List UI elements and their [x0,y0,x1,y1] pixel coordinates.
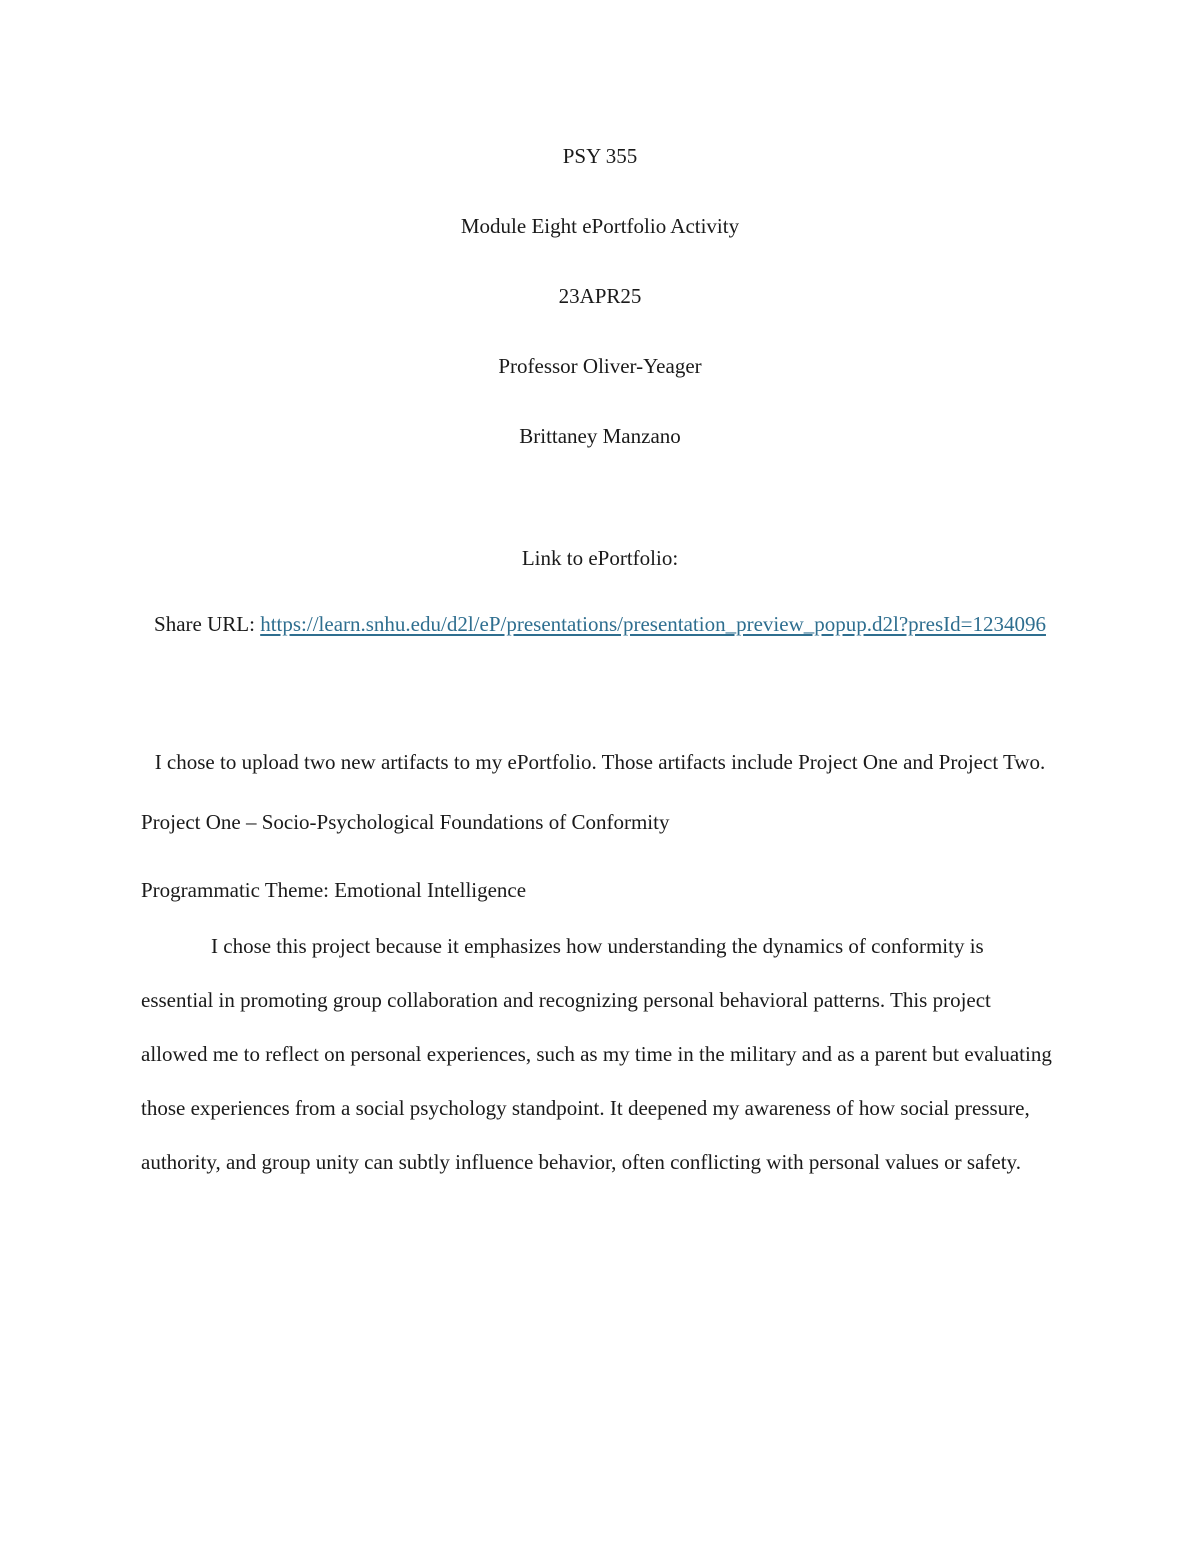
assignment-title: Module Eight ePortfolio Activity [460,214,740,238]
share-url-line [141,597,1059,651]
share-url-prefix: Share URL: [154,612,261,636]
eportfolio-link-label: Link to ePortfolio: [521,546,679,570]
date-line: 23APR25 [558,284,642,308]
course-title: PSY 355 [562,144,638,168]
programmatic-theme: Programmatic Theme: Emotional Intelligence [141,878,527,902]
spacer [141,651,1059,735]
document-body [141,137,1059,1189]
intro-paragraph: I chose to upload two new artifacts to my ePortfolio. Those artifacts include Project One and Project Two. [154,750,1046,774]
project-one-body: I chose this project because it emphasizes how understanding the dynamics of conformity is essential in promoting group collaboration and recognizing personal behavioral patterns. This project allowed me to reflect on personal experiences, such as my time in the military and as a parent but evaluating those experiences from a social psychology standpoint. It deepened my awareness of how social pressure, authority, and group unity can subtly influence behavior, often conflicting with personal values or safety. [141,934,1052,1174]
project-one-title: Project One – Socio-Psychological Foundations of Conformity [141,810,670,834]
eportfolio-share-link[interactable]: https://learn.snhu.edu/d2l/eP/presentations/presentation_preview_popup.d2l?presId=1234096 [260,612,1046,636]
professor-name: Professor Oliver-Yeager [498,354,702,378]
student-name: Brittaney Manzano [519,424,681,448]
spacer [141,487,1059,539]
